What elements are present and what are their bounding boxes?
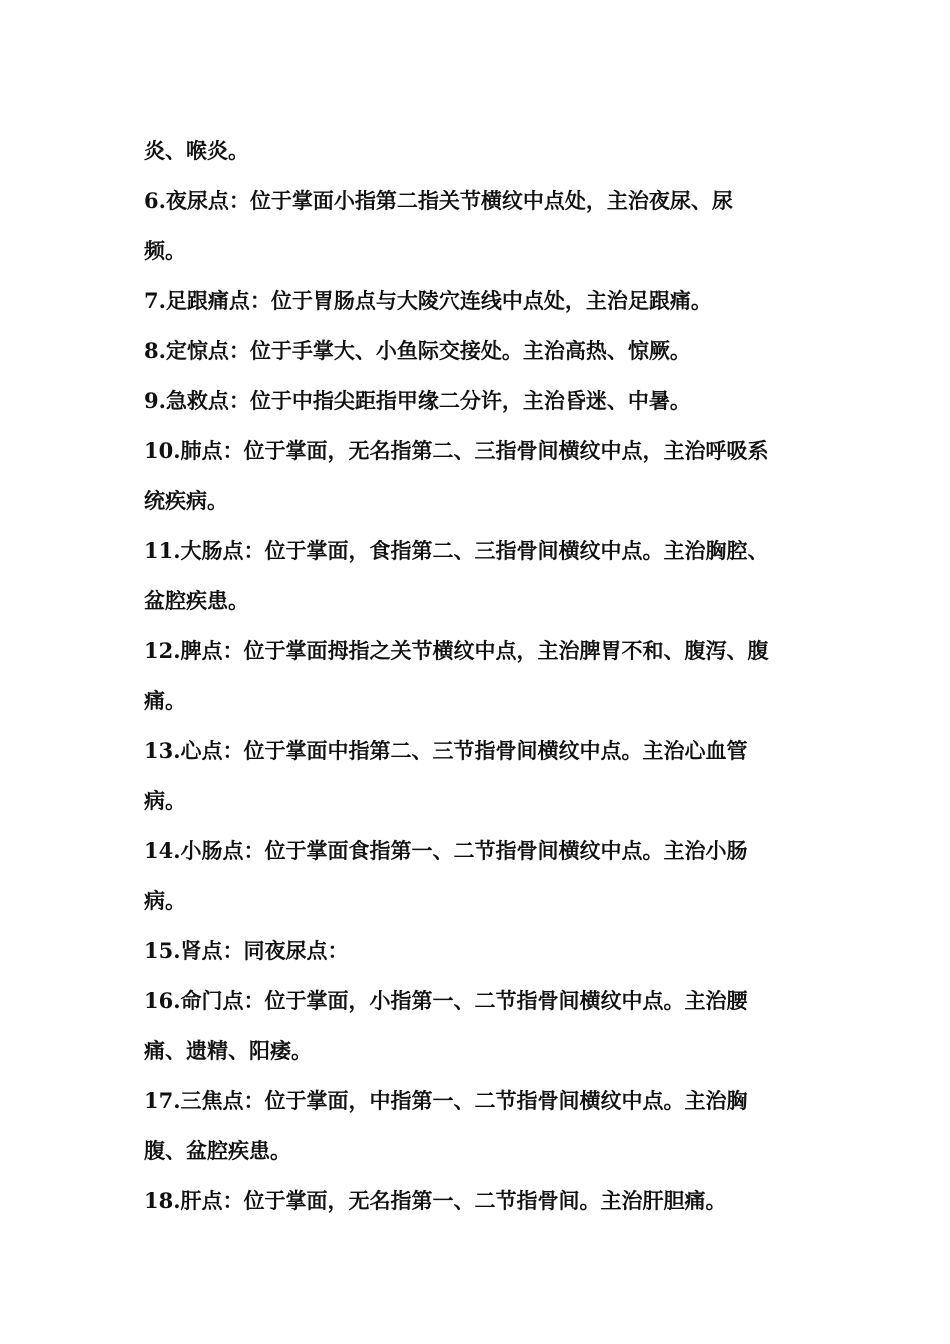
text-line: 痛、遗精、阳痿。: [144, 1038, 312, 1063]
text-line: 痛。: [144, 688, 186, 713]
text-line: 10.肺点：位于掌面，无名指第二、三指骨间横纹中点，主治呼吸系: [144, 438, 769, 463]
text-line: 9.急救点：位于中指尖距指甲缘二分许，主治昏迷、中暑。: [144, 388, 691, 413]
text-line: 13.心点：位于掌面中指第二、三节指骨间横纹中点。主治心血管: [144, 738, 748, 763]
text-line: 15.肾点：同夜尿点：: [144, 938, 349, 963]
text-line: 盆腔疾患。: [144, 588, 249, 613]
text-line: 7.足跟痛点：位于胃肠点与大陵穴连线中点处，主治足跟痛。: [144, 288, 712, 313]
text-line: 6.夜尿点：位于掌面小指第二指关节横纹中点处，主治夜尿、尿: [144, 188, 733, 213]
text-line: 统疾病。: [144, 488, 228, 513]
text-line: 12.脾点：位于掌面拇指之关节横纹中点，主治脾胃不和、腹泻、腹: [144, 638, 769, 663]
text-line: 14.小肠点：位于掌面食指第一、二节指骨间横纹中点。主治小肠: [144, 838, 748, 863]
text-line: 频。: [144, 238, 186, 263]
text-line: 病。: [144, 888, 186, 913]
document-body: [144, 126, 814, 1226]
text-line: 11.大肠点：位于掌面，食指第二、三指骨间横纹中点。主治胸腔、: [144, 538, 769, 563]
text-line: 腹、盆腔疾患。: [144, 1138, 291, 1163]
text-line: 病。: [144, 788, 186, 813]
text-line: 18.肝点：位于掌面，无名指第一、二节指骨间。主治肝胆痛。: [144, 1188, 727, 1213]
text-line: 8.定惊点：位于手掌大、小鱼际交接处。主治高热、惊厥。: [144, 338, 691, 363]
text-line: 16.命门点：位于掌面，小指第一、二节指骨间横纹中点。主治腰: [144, 988, 748, 1013]
text-line: 17.三焦点：位于掌面，中指第一、二节指骨间横纹中点。主治胸: [144, 1088, 748, 1113]
text-line: 炎、喉炎。: [144, 138, 249, 163]
